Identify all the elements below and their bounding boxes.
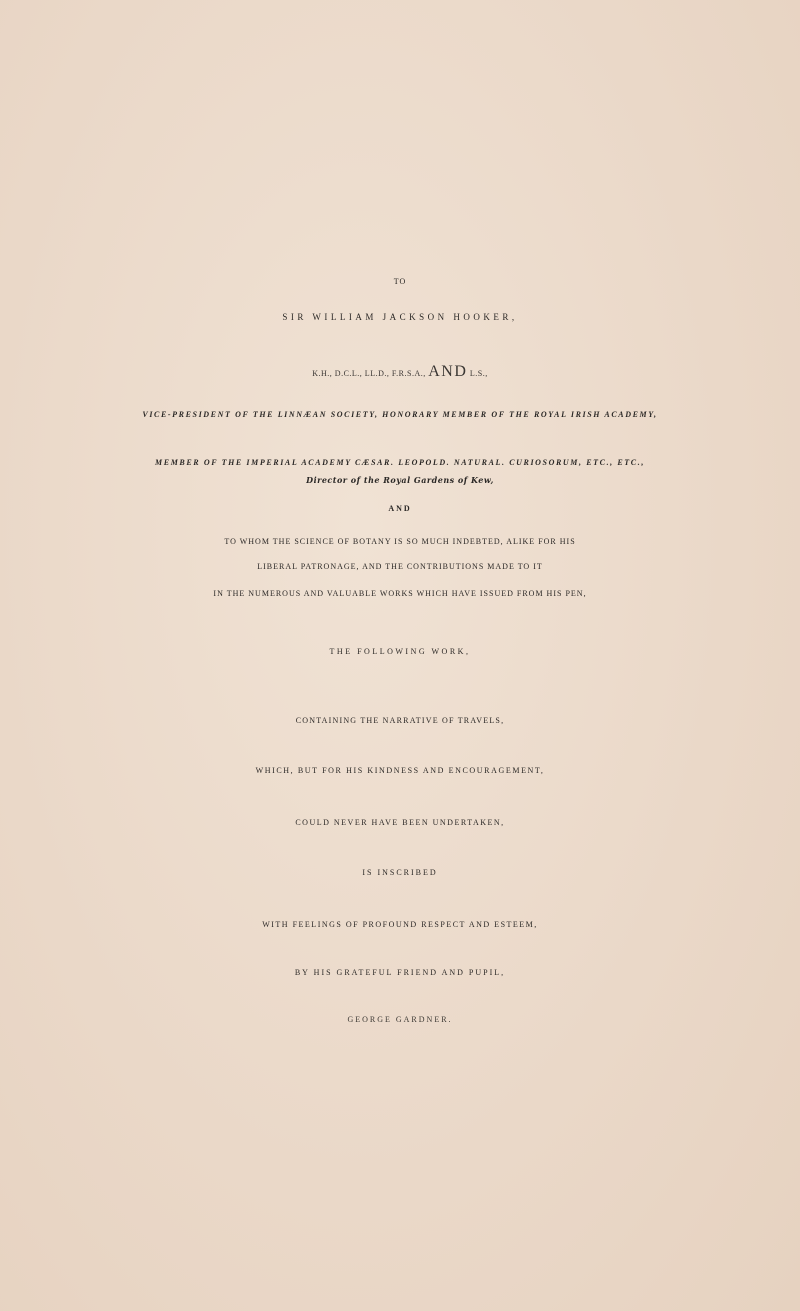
- following-work-line: THE FOLLOWING WORK,: [329, 647, 471, 656]
- could-line: COULD NEVER HAVE BEEN UNDERTAKEN,: [295, 818, 505, 827]
- containing-line: CONTAINING THE NARRATIVE OF TRAVELS,: [295, 716, 505, 725]
- degrees-and: AND: [428, 363, 468, 380]
- director-line: Director of the Royal Gardens of Kew,: [306, 475, 494, 485]
- whom-line-2: LIBERAL PATRONAGE, AND THE CONTRIBUTIONS MADE TO IT: [257, 562, 543, 571]
- inscribed-line: IS INSCRIBED: [362, 868, 438, 877]
- which-line: WHICH, BUT FOR HIS KINDNESS AND ENCOURAGEMENT,: [255, 766, 545, 775]
- recipient-degrees: [0, 364, 800, 380]
- whom-line-1: TO WHOM THE SCIENCE OF BOTANY IS SO MUCH INDEBTED, ALIKE FOR HIS: [224, 537, 576, 546]
- recipient-name: SIR WILLIAM JACKSON HOOKER,: [282, 312, 518, 322]
- friend-line: BY HIS GRATEFUL FRIEND AND PUPIL,: [294, 968, 506, 977]
- and-line: AND: [388, 504, 412, 513]
- member-line: MEMBER OF THE IMPERIAL ACADEMY CÆSAR. LEOPOLD. NATURAL. CURIOSORUM, ETC., ETC.,: [155, 458, 645, 467]
- degrees-part1: K.H., D.C.L., LL.D., F.R.S.A.,: [312, 369, 429, 378]
- vice-president-line: VICE-PRESIDENT OF THE LINNÆAN SOCIETY, HONORARY MEMBER OF THE ROYAL IRISH ACADEMY,: [142, 410, 658, 419]
- feelings-line: WITH FEELINGS OF PROFOUND RESPECT AND ESTEEM,: [262, 920, 538, 929]
- author-signature: GEORGE GARDNER.: [347, 1015, 453, 1024]
- dedication-to: TO: [393, 277, 407, 286]
- whom-line-3: IN THE NUMEROUS AND VALUABLE WORKS WHICH HAVE ISSUED FROM HIS PEN,: [213, 589, 587, 598]
- degrees-part2: L.S.,: [467, 369, 488, 378]
